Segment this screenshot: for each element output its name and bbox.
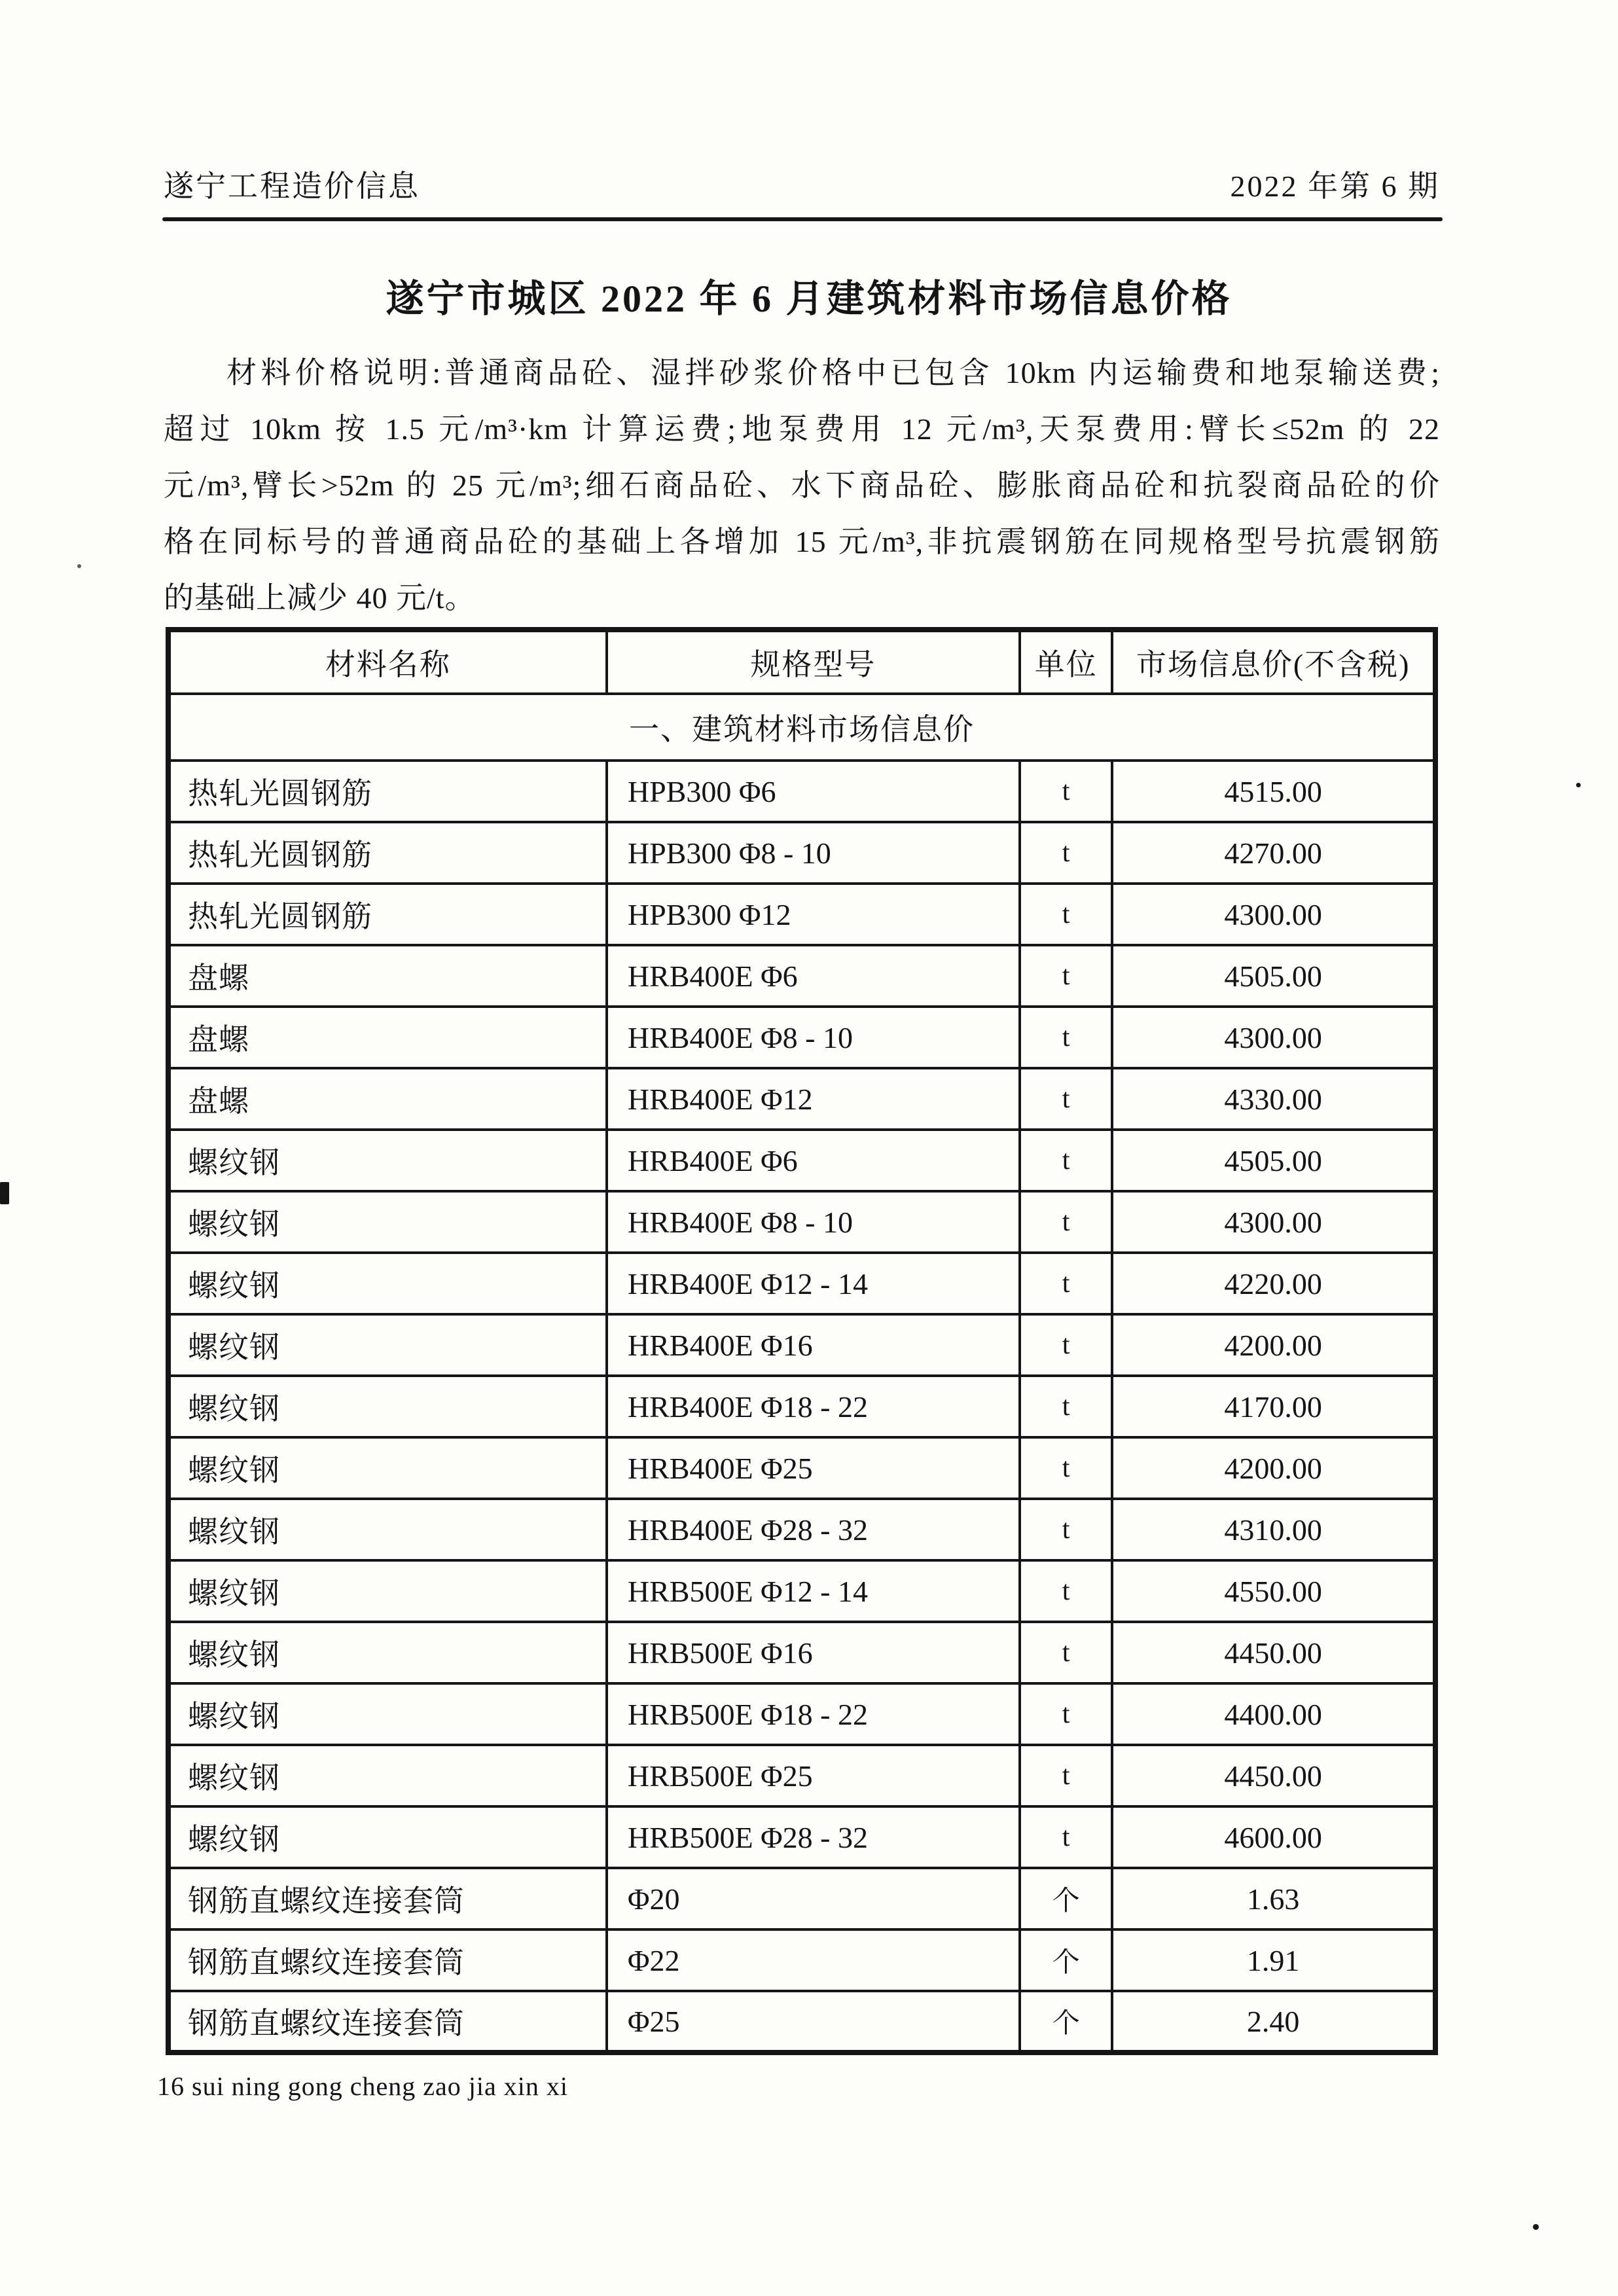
price-cell: 4300.00 <box>1112 1191 1435 1253</box>
price-notes-paragraph <box>164 345 1440 626</box>
price-cell: 4330.00 <box>1112 1068 1435 1130</box>
price-cell: 1.91 <box>1112 1929 1435 1991</box>
unit-cell: t <box>1020 1130 1112 1191</box>
spec-model-cell: HRB500E Φ28 - 32 <box>607 1806 1020 1868</box>
material-name-cell: 热轧光圆钢筋 <box>168 822 607 884</box>
material-name-cell: 钢筋直螺纹连接套筒 <box>168 1991 607 2053</box>
publication-name: 遂宁工程造价信息 <box>164 170 420 203</box>
page-footer-pinyin: 16 sui ning gong cheng zao jia xin xi <box>157 2072 569 2101</box>
unit-cell: t <box>1020 1314 1112 1376</box>
material-name-cell: 热轧光圆钢筋 <box>168 761 607 822</box>
price-cell: 4505.00 <box>1112 1130 1435 1191</box>
table-row <box>168 1806 1435 1868</box>
spec-model-cell: HRB400E Φ6 <box>607 945 1020 1007</box>
material-name-cell: 螺纹钢 <box>168 1683 607 1745</box>
material-name-cell: 螺纹钢 <box>168 1130 607 1191</box>
price-cell: 4550.00 <box>1112 1560 1435 1622</box>
unit-cell: t <box>1020 1622 1112 1683</box>
spec-model-cell: HRB400E Φ8 - 10 <box>607 1191 1020 1253</box>
table-row <box>168 1253 1435 1314</box>
spec-model-cell: Φ20 <box>607 1868 1020 1929</box>
scan-speck <box>77 564 81 568</box>
price-note-line: 超过 10km 按 1.5 元/m³·km 计算运费;地泵费用 12 元/m³,天泵费用:臂长≤52m 的 22 <box>164 412 1440 446</box>
spec-model-cell: HRB400E Φ25 <box>607 1437 1020 1499</box>
unit-cell: 个 <box>1020 1929 1112 1991</box>
price-note-line: 格在同标号的普通商品砼的基础上各增加 15 元/m³,非抗震钢筋在同规格型号抗震钢筋 <box>164 525 1440 558</box>
spec-model-cell: HRB500E Φ12 - 14 <box>607 1560 1020 1622</box>
running-head <box>164 168 1440 206</box>
material-name-cell: 螺纹钢 <box>168 1560 607 1622</box>
price-cell: 4200.00 <box>1112 1314 1435 1376</box>
table-row <box>168 1560 1435 1622</box>
spec-model-cell: HRB400E Φ6 <box>607 1130 1020 1191</box>
scan-speck <box>0 1182 9 1204</box>
spec-model-cell: HPB300 Φ12 <box>607 884 1020 945</box>
price-cell: 2.40 <box>1112 1991 1435 2053</box>
spec-model-cell: HRB400E Φ8 - 10 <box>607 1007 1020 1068</box>
spec-model-cell: HRB400E Φ12 <box>607 1068 1020 1130</box>
section-title: 一、建筑材料市场信息价 <box>168 694 1435 761</box>
header-rule <box>162 217 1443 221</box>
material-name-cell: 盘螺 <box>168 1007 607 1068</box>
table-row <box>168 1068 1435 1130</box>
price-note-line: 的基础上减少 40 元/t。 <box>164 581 476 615</box>
material-name-cell: 螺纹钢 <box>168 1437 607 1499</box>
materials-price-table <box>166 627 1438 2055</box>
scan-speck <box>1576 783 1581 787</box>
table-row <box>168 1868 1435 1929</box>
unit-cell: t <box>1020 761 1112 822</box>
table-row <box>168 1622 1435 1683</box>
price-cell: 4515.00 <box>1112 761 1435 822</box>
unit-cell: 个 <box>1020 1868 1112 1929</box>
unit-cell: t <box>1020 1007 1112 1068</box>
unit-cell: t <box>1020 884 1112 945</box>
price-note-line: 元/m³,臂长>52m 的 25 元/m³;细石商品砼、水下商品砼、膨胀商品砼和抗裂商品砼的价 <box>164 469 1440 502</box>
material-name-cell: 热轧光圆钢筋 <box>168 884 607 945</box>
spec-model-cell: HRB400E Φ12 - 14 <box>607 1253 1020 1314</box>
material-name-cell: 螺纹钢 <box>168 1376 607 1437</box>
spec-model-cell: Φ25 <box>607 1991 1020 2053</box>
unit-cell: t <box>1020 1745 1112 1806</box>
spec-model-cell: Φ22 <box>607 1929 1020 1991</box>
table-row <box>168 1991 1435 2053</box>
col-header-material-name: 材料名称 <box>168 630 607 694</box>
material-name-cell: 螺纹钢 <box>168 1499 607 1560</box>
material-name-cell: 螺纹钢 <box>168 1622 607 1683</box>
price-cell: 4450.00 <box>1112 1745 1435 1806</box>
scan-speck <box>1533 2224 1539 2230</box>
table-row <box>168 1007 1435 1068</box>
unit-cell: t <box>1020 1437 1112 1499</box>
unit-cell: t <box>1020 822 1112 884</box>
material-name-cell: 盘螺 <box>168 945 607 1007</box>
table-row <box>168 1314 1435 1376</box>
material-name-cell: 螺纹钢 <box>168 1253 607 1314</box>
col-header-market-price: 市场信息价(不含税) <box>1112 630 1435 694</box>
material-name-cell: 螺纹钢 <box>168 1745 607 1806</box>
table-row <box>168 945 1435 1007</box>
price-cell: 4270.00 <box>1112 822 1435 884</box>
table-row <box>168 822 1435 884</box>
spec-model-cell: HRB500E Φ16 <box>607 1622 1020 1683</box>
unit-cell: t <box>1020 1191 1112 1253</box>
unit-cell: t <box>1020 1499 1112 1560</box>
table-row <box>168 1130 1435 1191</box>
price-cell: 4200.00 <box>1112 1437 1435 1499</box>
table-row <box>168 1499 1435 1560</box>
table-row <box>168 1376 1435 1437</box>
price-cell: 4220.00 <box>1112 1253 1435 1314</box>
unit-cell: t <box>1020 1683 1112 1745</box>
price-cell: 4170.00 <box>1112 1376 1435 1437</box>
unit-cell: 个 <box>1020 1991 1112 2053</box>
table-section-row <box>168 694 1435 761</box>
table-header-row <box>168 630 1435 694</box>
price-cell: 4310.00 <box>1112 1499 1435 1560</box>
table-row <box>168 1683 1435 1745</box>
material-name-cell: 盘螺 <box>168 1068 607 1130</box>
unit-cell: t <box>1020 1806 1112 1868</box>
page-title: 遂宁市城区 2022 年 6 月建筑材料市场信息价格 <box>386 278 1232 320</box>
price-cell: 4505.00 <box>1112 945 1435 1007</box>
table-row <box>168 761 1435 822</box>
table-row <box>168 1437 1435 1499</box>
unit-cell: t <box>1020 945 1112 1007</box>
material-name-cell: 钢筋直螺纹连接套筒 <box>168 1868 607 1929</box>
price-cell: 4400.00 <box>1112 1683 1435 1745</box>
spec-model-cell: HRB500E Φ18 - 22 <box>607 1683 1020 1745</box>
table-row <box>168 1745 1435 1806</box>
spec-model-cell: HRB400E Φ18 - 22 <box>607 1376 1020 1437</box>
table-row <box>168 1191 1435 1253</box>
unit-cell: t <box>1020 1376 1112 1437</box>
material-name-cell: 螺纹钢 <box>168 1191 607 1253</box>
unit-cell: t <box>1020 1068 1112 1130</box>
table-row <box>168 1929 1435 1991</box>
price-cell: 4600.00 <box>1112 1806 1435 1868</box>
spec-model-cell: HPB300 Φ8 - 10 <box>607 822 1020 884</box>
spec-model-cell: HRB500E Φ25 <box>607 1745 1020 1806</box>
table-row <box>168 884 1435 945</box>
unit-cell: t <box>1020 1560 1112 1622</box>
price-cell: 4450.00 <box>1112 1622 1435 1683</box>
material-name-cell: 螺纹钢 <box>168 1314 607 1376</box>
material-name-cell: 钢筋直螺纹连接套筒 <box>168 1929 607 1991</box>
unit-cell: t <box>1020 1253 1112 1314</box>
spec-model-cell: HPB300 Φ6 <box>607 761 1020 822</box>
spec-model-cell: HRB400E Φ28 - 32 <box>607 1499 1020 1560</box>
price-cell: 4300.00 <box>1112 1007 1435 1068</box>
price-cell: 1.63 <box>1112 1868 1435 1929</box>
material-name-cell: 螺纹钢 <box>168 1806 607 1868</box>
col-header-spec-model: 规格型号 <box>607 630 1020 694</box>
spec-model-cell: HRB400E Φ16 <box>607 1314 1020 1376</box>
issue-number: 2022 年第 6 期 <box>1230 170 1440 203</box>
col-header-unit: 单位 <box>1020 630 1112 694</box>
price-cell: 4300.00 <box>1112 884 1435 945</box>
price-note-line: 材料价格说明:普通商品砼、湿拌砂浆价格中已包含 10km 内运输费和地泵输送费; <box>226 356 1440 389</box>
